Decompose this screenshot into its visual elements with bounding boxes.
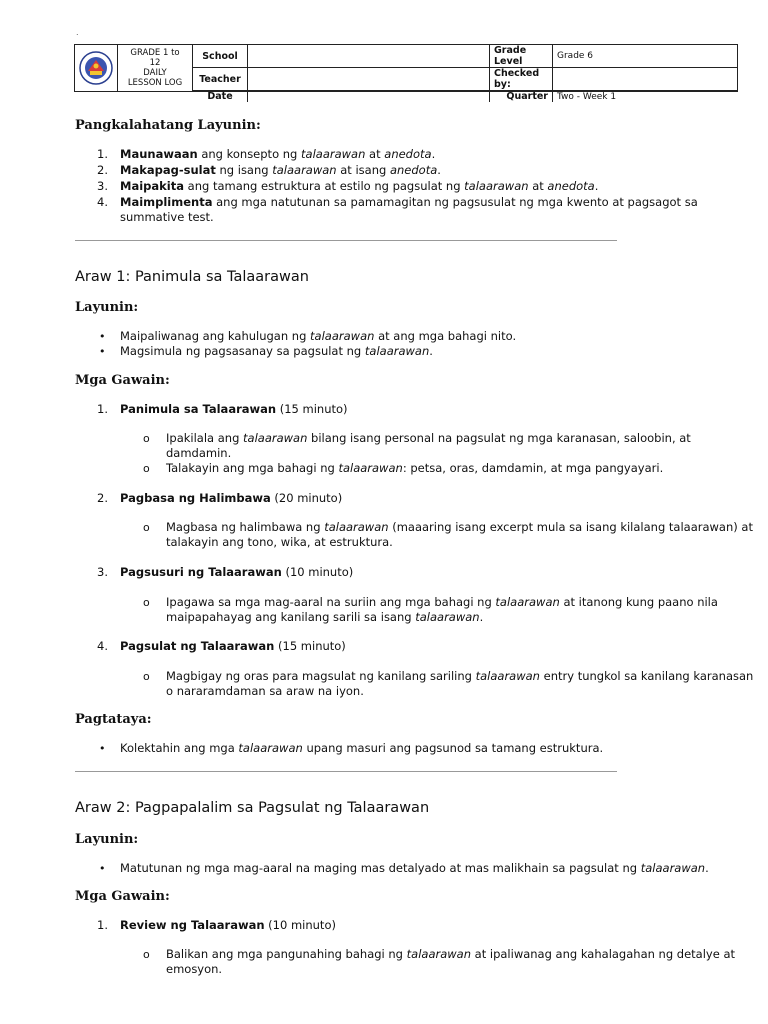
day1-activity-4-detail-1: Magbigay ng oras para magsulat ng kanilang sariling talaarawan entry tungkol sa kanilang karanasan <box>166 669 754 683</box>
divider <box>75 240 617 241</box>
sub-bullet: o <box>143 432 150 445</box>
day1-layunin-1: Maipaliwanag ang kahulugan ng talaarawan at ang mga bahagi nito. <box>120 329 517 343</box>
school-value[interactable] <box>248 45 490 68</box>
day1-activity-4-detail-1-cont: o nararamdaman sa araw na iyon. <box>166 684 364 698</box>
list-number: 1. <box>97 402 108 416</box>
list-number: 3. <box>97 179 108 193</box>
header-table <box>74 44 738 102</box>
day1-activity-1-detail-1-cont: damdamin. <box>166 446 232 460</box>
general-item-3: Maipakita ang tamang estruktura at estilo ng pagsulat ng talaarawan at anedota. <box>120 179 599 193</box>
general-objectives-title: Pangkalahatang Layunin: <box>75 118 261 133</box>
bullet: • <box>99 330 106 343</box>
day2-activity-1-detail-1-cont: emosyon. <box>166 962 223 976</box>
date-label: Date <box>193 91 248 102</box>
day1-activity-3-detail-1-cont: maipapahayag ang kanilang sarili sa isang talaarawan. <box>166 610 484 624</box>
list-number: 3. <box>97 565 108 579</box>
day1-activity-2-detail-1: Magbasa ng halimbawa ng talaarawan (maaaring isang excerpt mula sa isang kilalang talaarawan) at <box>166 520 753 534</box>
day1-activity-3: Pagsusuri ng Talaarawan (10 minuto) <box>120 565 354 579</box>
day1-activity-3-detail-1: Ipagawa sa mga mag-aaral na suriin ang mga bahagi ng talaarawan at itanong kung paano nila <box>166 595 718 609</box>
list-number: 2. <box>97 491 108 505</box>
day2-activity-1-detail-1: Balikan ang mga pangunahing bahagi ng talaarawan at ipaliwanag ang kahalagahan ng detalye at <box>166 947 736 961</box>
sub-bullet: o <box>143 948 150 961</box>
teacher-value[interactable] <box>248 68 490 91</box>
general-item-2: Makapag-sulat ng isang talaarawan at isang anedota. <box>120 163 441 177</box>
day1-title: Araw 1: Panimula sa Talaarawan <box>75 269 309 285</box>
grade-level-value[interactable]: Grade 6 <box>553 45 737 68</box>
general-item-4-cont: summative test. <box>120 210 214 224</box>
quarter-value[interactable]: Two - Week 1 <box>557 91 617 102</box>
day2-layunin-title: Layunin: <box>75 832 139 847</box>
sub-bullet: o <box>143 596 150 609</box>
list-number: 1. <box>97 147 108 161</box>
divider <box>75 771 617 772</box>
day1-activity-2-detail-1-cont: talakayin ang tono, wika, at estruktura. <box>166 535 393 549</box>
day1-activity-1: Panimula sa Talaarawan (15 minuto) <box>120 402 348 416</box>
date-value[interactable] <box>248 91 490 102</box>
day1-layunin-2: Magsimula ng pagsasanay sa pagsulat ng talaarawan. <box>120 344 433 358</box>
bullet: • <box>99 862 106 875</box>
grade-level-label: Grade Level <box>490 45 553 68</box>
day2-title: Araw 2: Pagpapalalim sa Pagsulat ng Talaarawan <box>75 800 430 816</box>
deped-seal <box>75 45 118 91</box>
checked-by-label: Checked by: <box>490 68 553 91</box>
day2-activity-1: Review ng Talaarawan (10 minuto) <box>120 918 336 932</box>
day1-activity-1-detail-2: Talakayin ang mga bahagi ng talaarawan: petsa, oras, damdamin, at mga pangyayari. <box>166 461 664 475</box>
day1-pagtataya-1: Kolektahin ang mga talaarawan upang masuri ang pagsunod sa tamang estruktura. <box>120 741 604 755</box>
page-mark: . <box>76 28 79 37</box>
day1-layunin-title: Layunin: <box>75 300 139 315</box>
day1-activity-2: Pagbasa ng Halimbawa (20 minuto) <box>120 491 343 505</box>
sub-bullet: o <box>143 462 150 475</box>
teacher-label: Teacher <box>193 68 248 91</box>
general-item-4: Maimplimenta ang mga natutunan sa pamamagitan ng pagsusulat ng mga kwento at pagsagot sa <box>120 195 698 209</box>
school-label: School <box>193 45 248 68</box>
day1-activity-4: Pagsulat ng Talaarawan (15 minuto) <box>120 639 346 653</box>
day1-gawain-title: Mga Gawain: <box>75 373 170 388</box>
sub-bullet: o <box>143 521 150 534</box>
bullet: • <box>99 742 106 755</box>
list-number: 4. <box>97 195 108 209</box>
list-number: 4. <box>97 639 108 653</box>
bullet: • <box>99 345 106 358</box>
day1-activity-1-detail-1: Ipakilala ang talaarawan bilang isang personal na pagsulat ng mga karanasan, saloobin, at <box>166 431 691 445</box>
quarter-label: Quarter <box>490 91 553 102</box>
sub-bullet: o <box>143 670 150 683</box>
day2-layunin-1: Matutunan ng mga mag-aaral na maging mas detalyado at mas malikhain sa pagsulat ng talaarawan. <box>120 861 709 875</box>
general-item-1: Maunawaan ang konsepto ng talaarawan at anedota. <box>120 147 436 161</box>
day2-gawain-title: Mga Gawain: <box>75 889 170 904</box>
day1-pagtataya-title: Pagtataya: <box>75 712 152 727</box>
grade-log-label: GRADE 1 to 12 DAILY LESSON LOG <box>118 45 193 91</box>
list-number: 2. <box>97 163 108 177</box>
checked-by-value[interactable] <box>553 68 737 91</box>
seal-icon <box>79 51 113 85</box>
list-number: 1. <box>97 918 108 932</box>
